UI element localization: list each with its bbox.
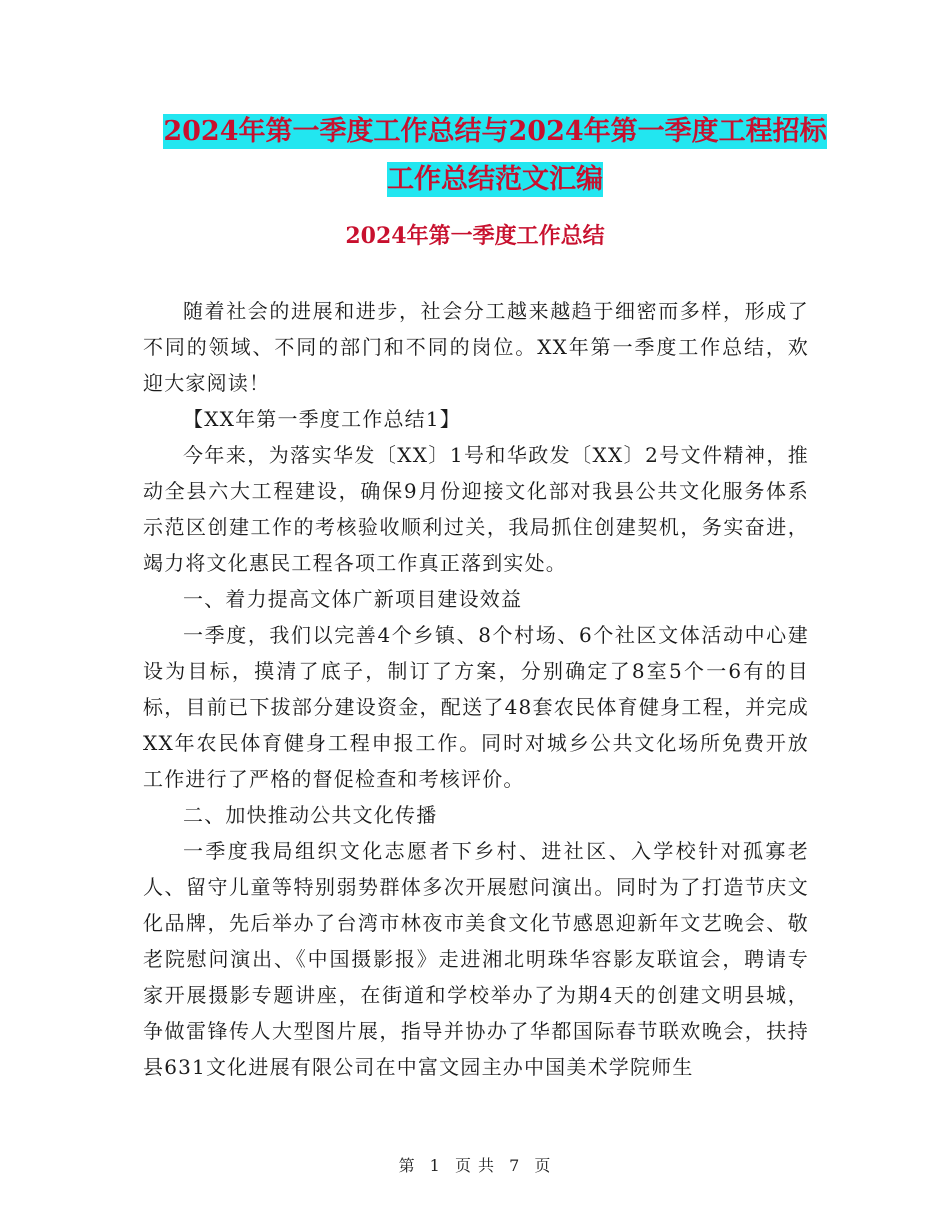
paragraph-heading-1: 一、着力提高文体广新项目建设效益 — [183, 587, 523, 611]
paragraph-section-1: 一季度，我们以完善4个乡镇、8个村场、6个社区文体活动中心建设为目标，摸清了底子，制订了方案，分别确定了8室5个一6有的目标，目前已下拔部分建设资金，配送了48套农民体育健身工程，并完成XX年农民体育健身工程申报工作。同时对城乡公共文化场所免费开放工作进行了严格的督促检查和考核评价。 — [143, 623, 809, 791]
document-title-line-1: 2024年第一季度工作总结与2024年第一季度工程招标 — [163, 116, 827, 147]
footer-current-page: 1 — [429, 1156, 441, 1175]
footer-prefix: 第 — [398, 1156, 416, 1175]
paragraph-intro: 随着社会的进展和进步，社会分工越来越趋于细密而多样，形成了不同的领域、不同的部门和不同的岗位。XX年第一季度工作总结，欢迎大家阅读！ — [143, 299, 809, 395]
page-footer — [0, 1153, 950, 1176]
footer-middle: 页 共 — [454, 1156, 496, 1175]
footer-total-pages: 7 — [509, 1156, 521, 1175]
paragraph-section-2: 一季度我局组织文化志愿者下乡村、进社区、入学校针对孤寡老人、留守儿童等特别弱势群体多次开展慰问演出。同时为了打造节庆文化品牌，先后举办了台湾市林夜市美食文化节感恩迎新年文艺晚会、敬老院慰问演出、《中国摄影报》走进湘北明珠华容影友联谊会，聘请专家开展摄影专题讲座，在街道和学校举办了为期4天的创建文明县城，争做雷锋传人大型图片展，指导并协办了华都国际春节联欢晚会，扶持县631文化进展有限公司在中富文园主办中国美术学院师生 — [143, 839, 809, 1079]
document-body — [143, 293, 809, 1085]
document-title — [140, 108, 850, 204]
paragraph-subheading: 【XX年第一季度工作总结1】 — [183, 407, 462, 431]
paragraph-opening: 今年来，为落实华发〔XX〕1号和华政发〔XX〕2号文件精神，推动全县六大工程建设，确保9月份迎接文化部对我县公共文化服务体系示范区创建工作的考核验收顺利过关，我局抓住创建契机，务实奋进，竭力将文化惠民工程各项工作真正落到实处。 — [143, 443, 809, 575]
section-title: 2024年第一季度工作总结 — [345, 223, 605, 249]
document-title-line-2: 工作总结范文汇编 — [387, 164, 603, 195]
paragraph-heading-2: 二、加快推动公共文化传播 — [183, 803, 438, 827]
footer-suffix: 页 — [534, 1156, 552, 1175]
